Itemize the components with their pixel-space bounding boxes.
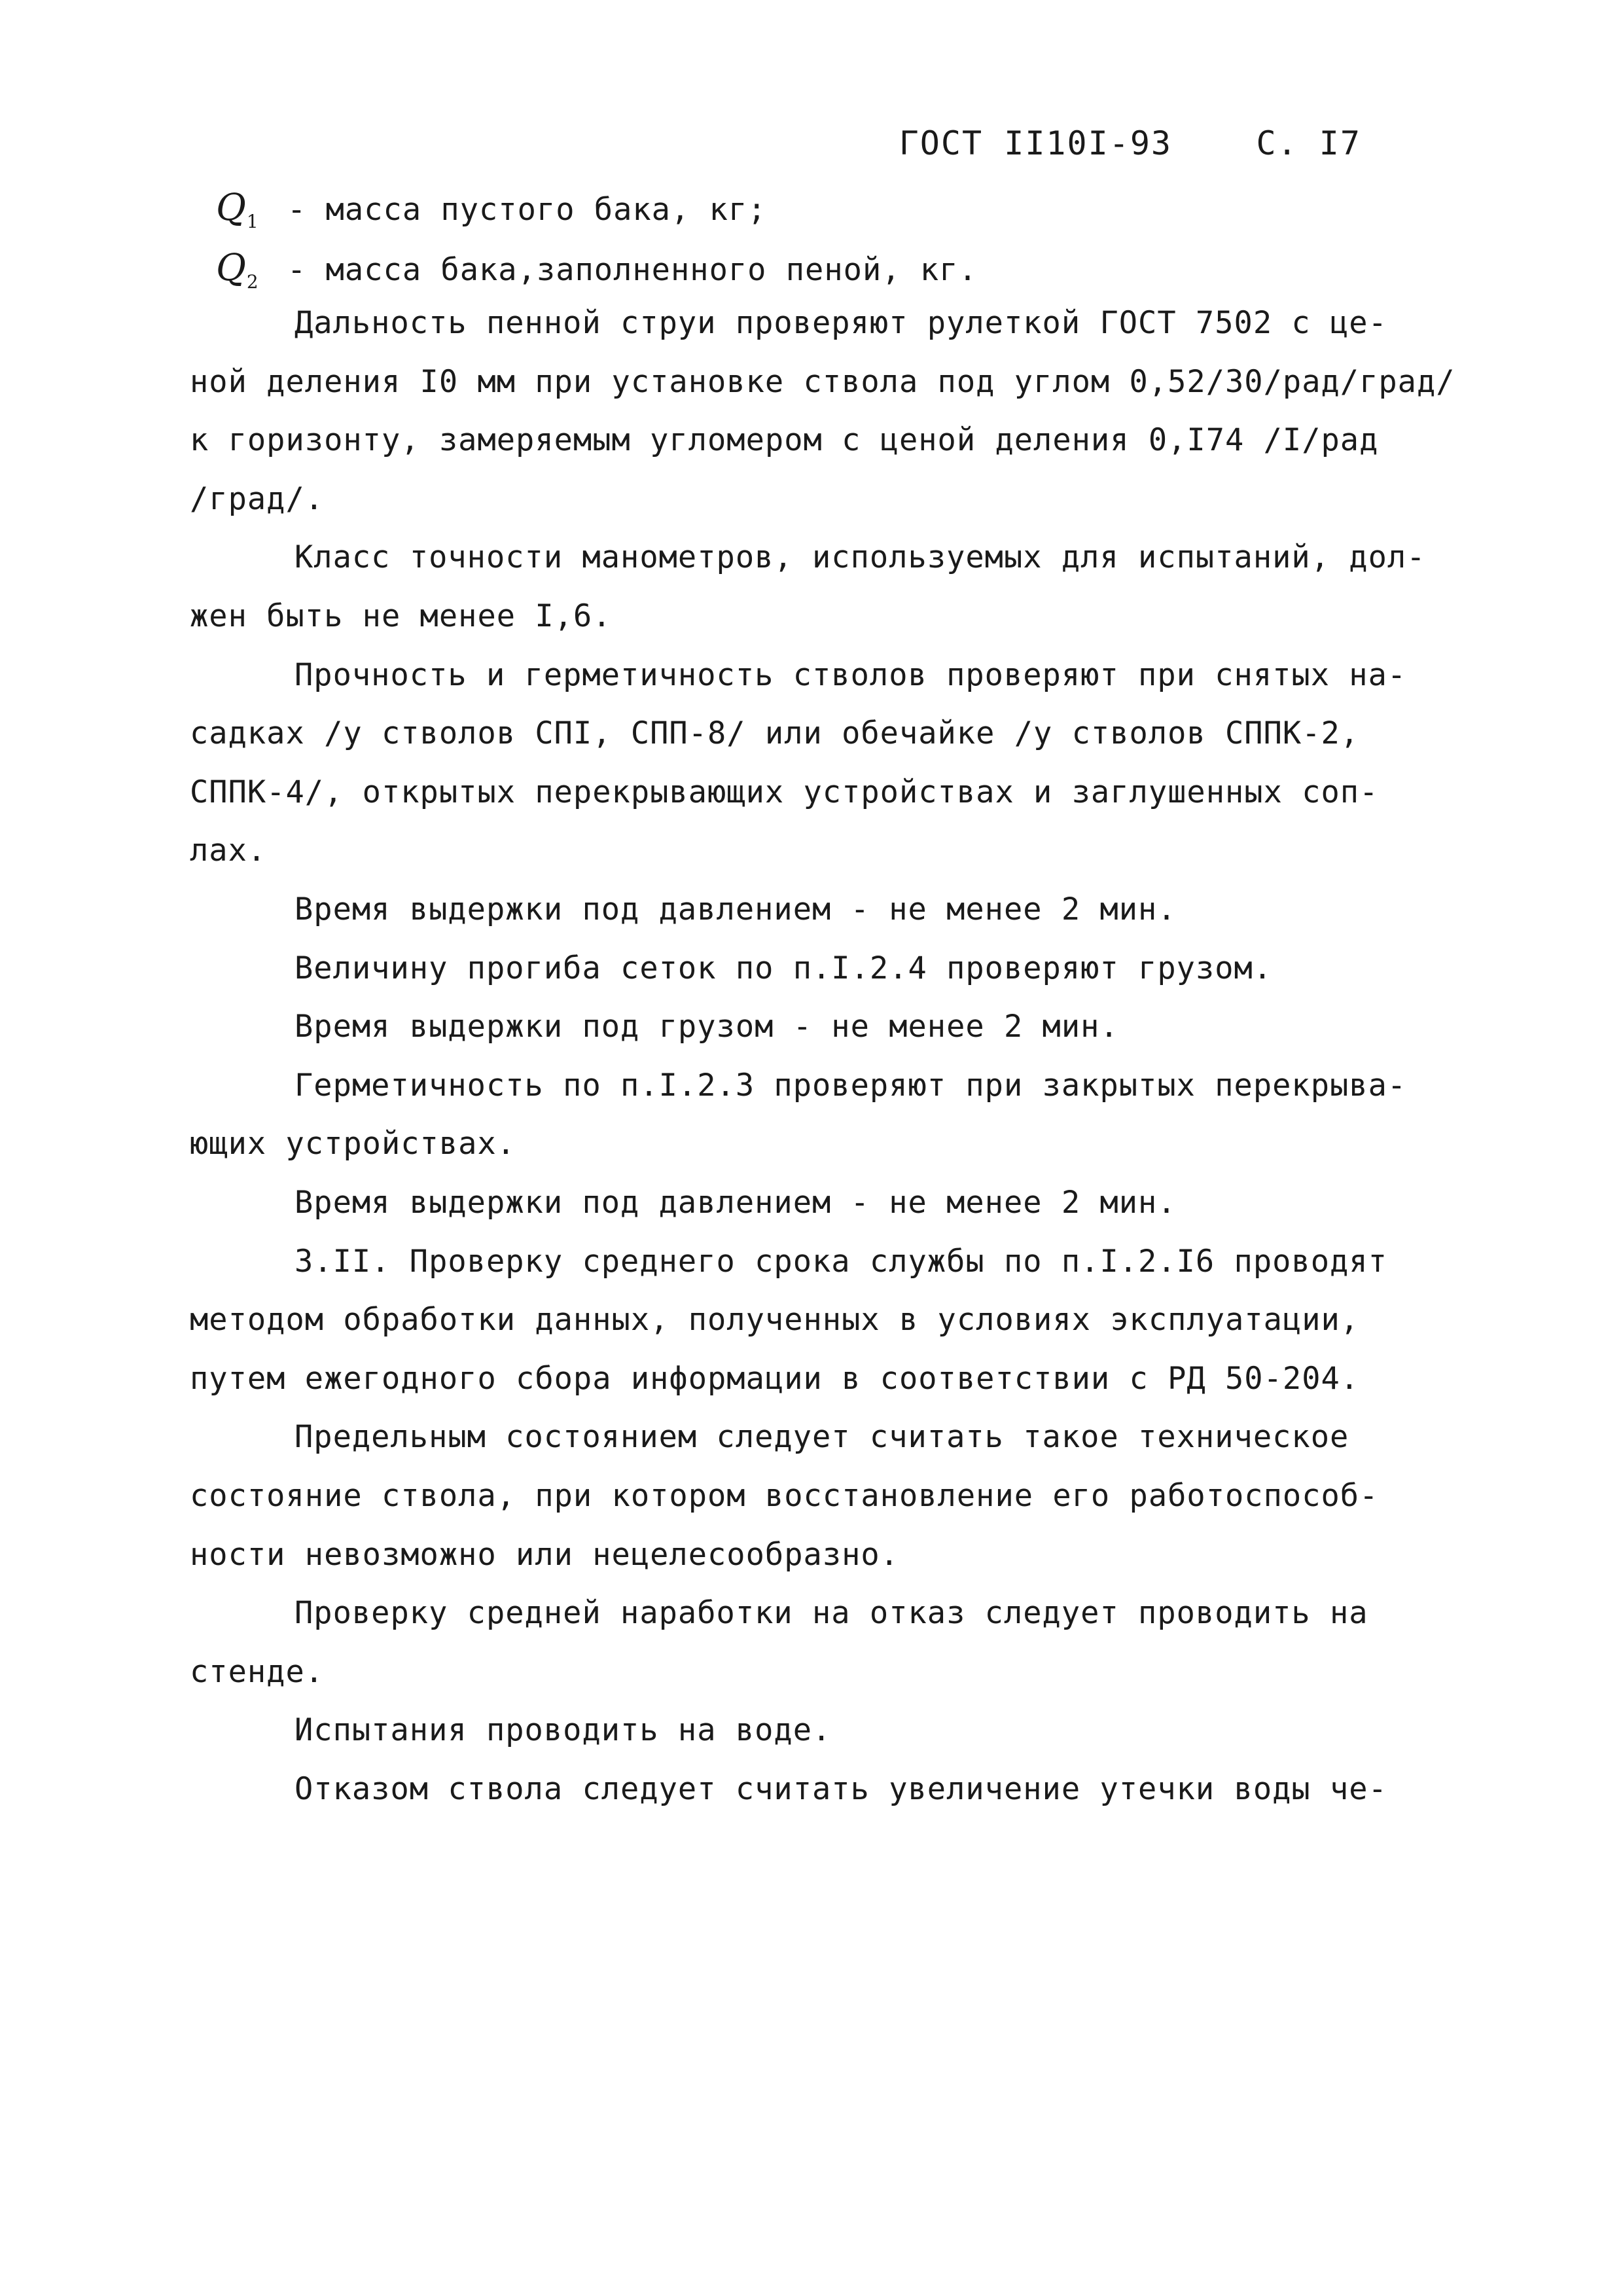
- definition-q2: [216, 247, 978, 293]
- text-line: 3.II. Проверку среднего срока службы по п.I.2.I6 проводят: [294, 1244, 1387, 1280]
- text-line: Герметичность по п.I.2.3 проверяют при закрытых перекрыва-: [294, 1067, 1407, 1103]
- text-line: садках /у стволов СПI, СПП-8/ или обечайке /у стволов СППК-2,: [190, 715, 1360, 751]
- definition-q1: [216, 187, 767, 233]
- definition-text: - масса бака,заполненного пеной, кг.: [287, 252, 978, 288]
- text-line: методом обработки данных, полученных в условиях эксплуатации,: [190, 1302, 1360, 1338]
- text-line: состояние ствола, при котором восстановление его работоспособ-: [190, 1478, 1379, 1514]
- variable-symbol: $Q_1$: [216, 187, 259, 233]
- text-line: путем ежегодного сбора информации в соответствии с РД 50-204.: [190, 1361, 1360, 1397]
- text-line: Время выдержки под давлением - не менее 2 мин.: [294, 1185, 1177, 1221]
- text-line: к горизонту, замеряемым угломером с ценой деления 0,I74 /I/рад: [190, 422, 1379, 458]
- text-line: жен быть не менее I,6.: [190, 598, 612, 634]
- text-line: Отказом ствола следует считать увеличение утечки воды че-: [294, 1771, 1387, 1807]
- text-line: СППК-4/, открытых перекрывающих устройствах и заглушенных соп-: [190, 774, 1379, 810]
- text-line: Предельным состоянием следует считать такое техническое: [294, 1419, 1349, 1455]
- page-number: С. I7: [1256, 124, 1361, 162]
- text-line: /град/.: [190, 481, 325, 517]
- text-line: Испытания проводить на воде.: [294, 1712, 832, 1748]
- page-header: [899, 124, 1361, 162]
- text-line: Проверку средней наработки на отказ следует проводить на: [294, 1595, 1368, 1631]
- text-line: Время выдержки под грузом - не менее 2 мин.: [294, 1009, 1119, 1045]
- text-line: Время выдержки под давлением - не менее 2 мин.: [294, 891, 1177, 927]
- text-line: Класс точности манометров, используемых для испытаний, дол-: [294, 539, 1426, 575]
- text-line: ной деления I0 мм при установке ствола под углом 0,52/30/рад/град/: [190, 364, 1455, 400]
- standard-number: ГОСТ II10I-93: [899, 124, 1173, 162]
- variable-symbol: $Q_2$: [216, 247, 259, 293]
- text-line: ности невозможно или нецелесообразно.: [190, 1537, 899, 1573]
- text-line: Величину прогиба сеток по п.I.2.4 проверяют грузом.: [294, 950, 1273, 986]
- text-line: стенде.: [190, 1654, 325, 1690]
- definition-text: - масса пустого бака, кг;: [287, 192, 767, 228]
- text-line: лах.: [190, 833, 267, 869]
- text-line: Дальность пенной струи проверяют рулеткой ГОСТ 7502 с це-: [294, 305, 1387, 341]
- text-line: ющих устройствах.: [190, 1126, 516, 1162]
- text-line: Прочность и герметичность стволов проверяют при снятых на-: [294, 657, 1407, 693]
